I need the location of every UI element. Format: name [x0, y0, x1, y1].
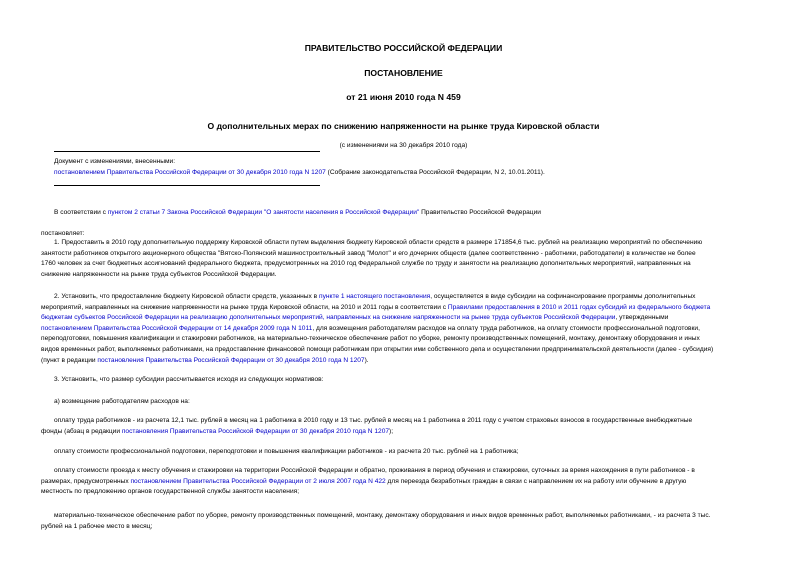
preamble: [54, 209, 541, 216]
paragraph-3a: а) возмещение работодателям расходов на:: [54, 398, 190, 405]
p2-text-c: мероприятий, направленных на снижение напряженности на рынке труда Кировской области, на 2010 и 2011 годы в соответствии с: [41, 303, 448, 311]
wage-text-end: );: [389, 427, 394, 435]
p1-line-2: занятости работников открытого акционерного общества "Вятско-Полянский машиностроительный завод "Молот" и его дочерних обществ (далее соответственно - работники, работодатели) в количестве не более: [41, 249, 696, 257]
divider-top: [54, 151, 320, 152]
travel-text-end: для переезда безработных граждан в связи с направлением их на работу или обучение в другую: [385, 477, 687, 485]
material-line-1: материально-техническое обеспечение работ по уборке, ремонту производственных помещений, монтажу, демонтажу оборудования и иных видов временных работ, выполняемых работниками, - из расчета 3 тыс.: [54, 512, 711, 519]
org-heading: ПРАВИТЕЛЬСТВО РОССИЙСКОЙ ФЕДЕРАЦИИ: [304, 43, 503, 53]
wage-edition-link[interactable]: постановления Правительства Российской Федерации от 30 декабря 2010 года N 1207: [121, 427, 390, 435]
doc-type-heading: ПОСТАНОВЛЕНИЕ: [364, 68, 443, 78]
preamble-text: В соответствии с: [54, 209, 108, 216]
wage-text: фонды (абзац в редакции: [41, 427, 122, 435]
p2-line-5: переподготовки, повышения квалификации и стажировки работников, на материально-техническое обеспечение работ по уборке, ремонту производственных помещений, монтажу, демонтажу оборудования и иных: [41, 335, 700, 343]
p2-text-d: , утвержденными: [615, 314, 669, 322]
p2-link-point-1[interactable]: пункте 1 настоящего постановления: [319, 293, 431, 300]
wage-line-1: оплату труда работников - из расчета 12,1 тыс. рублей в месяц на 1 работника в 2010 году и 13 тыс. рублей в месяц на 1 работника в 2011 году с учетом страховых взносов в государственные внебюджетные: [54, 417, 693, 424]
decree-word: постановляет:: [41, 230, 85, 237]
date-number-heading: от 21 июня 2010 года N 459: [346, 92, 461, 102]
divider-bottom: [54, 185, 320, 186]
amendment-source: (Собрание законодательства Российской Федерации, N 2, 10.01.2011).: [325, 169, 545, 176]
p2-link-rules[interactable]: Правилами предоставления в 2010 и 2011 годах субсидий из федерального бюджета: [447, 303, 711, 311]
p2-text-b: , осуществляется в виде субсидии на софинансирование программы дополнительных: [430, 293, 696, 300]
p2-link-rules-cont[interactable]: бюджетам субъектов Российской Федерации на реализацию дополнительных мероприятий, направленных на снижение напряженности на рынке труда субъектов Российской Федерации: [41, 314, 616, 322]
training-paragraph: оплату стоимости профессиональной подготовки, переподготовки и повышения квалификации работников - из расчета 20 тыс. рублей на 1 работника;: [54, 448, 519, 455]
p2-text-f: (пункт в редакции: [41, 356, 98, 364]
amendment-note: (с изменениями на 30 декабря 2010 года): [339, 142, 468, 149]
p2-text-e: , для возмещения работодателям расходов на оплату труда работников, на оплату стоимости профессиональной подготовки,: [312, 324, 700, 332]
travel-line-1: оплату стоимости проезда к месту обучения и стажировки на территории Российской Федерации и обратно, проживания в период обучения и стажировки, суточных за время нахождения в пути работников - в: [54, 467, 695, 474]
wage-paragraph: [41, 416, 768, 437]
amendments-intro: Документ с изменениями, внесенными:: [54, 158, 176, 165]
amendments-line: [54, 169, 545, 176]
paragraph-2: [41, 292, 768, 366]
travel-line-3: местность по предложению органов государственной службы занятости населения;: [41, 488, 300, 496]
p2-line-6: видов временных работ, выполняемых работниками, на предоставление финансовой помощи работникам при открытии ими собственного дела и осуществлении предпринимательской деятельности (далее - субсидия): [41, 345, 714, 353]
document-title: О дополнительных мерах по снижению напряженности на рынке труда Кировской области: [207, 121, 600, 131]
travel-decree-link[interactable]: постановлением Правительства Российской Федерации от 2 июля 2007 года N 422: [130, 477, 386, 485]
paragraph-1: [41, 238, 768, 280]
p2-link-decree-1011[interactable]: постановлением Правительства Российской Федерации от 14 декабря 2009 года N 1011: [41, 324, 313, 332]
p2-text-a: 2. Установить, что предоставление бюджету Кировской области средств, указанных в: [54, 293, 319, 300]
law-link[interactable]: пунктом 2 статьи 7 Закона Российской Федерации "О занятости населения в Российской Федерации": [107, 209, 420, 216]
travel-paragraph: [41, 466, 768, 498]
p2-link-edition[interactable]: постановления Правительства Российской Федерации от 30 декабря 2010 года N 1207: [97, 356, 365, 364]
material-line-2: рублей на 1 рабочее место в месяц;: [41, 522, 153, 530]
material-paragraph: [41, 511, 768, 532]
paragraph-3: 3. Установить, что размер субсидии рассчитывается исходя из следующих нормативов:: [54, 376, 324, 383]
preamble-text-end: Правительство Российской Федерации: [419, 209, 541, 216]
travel-text: размерах, предусмотренных: [41, 477, 131, 485]
p2-text-g: ).: [364, 356, 369, 364]
p1-line-4: снижение напряженности на рынке труда субъектов Российской Федерации.: [41, 270, 277, 278]
p1-line-1: 1. Предоставить в 2010 году дополнительную поддержку Кировской области путем выделения бюджету Кировской области средств в размере 171854,6 тыс. рублей на реализацию мероприятий по обеспечению: [54, 239, 703, 246]
p1-line-3: 1760 человек за счет бюджетных ассигнований федерального бюджета, предусмотренных на 2010 год Федеральной службе по труду и занятости на реализацию дополнительных мероприятий, направленных на: [41, 260, 691, 268]
amendment-link[interactable]: постановлением Правительства Российской Федерации от 30 декабря 2010 года N 1207: [54, 169, 326, 176]
